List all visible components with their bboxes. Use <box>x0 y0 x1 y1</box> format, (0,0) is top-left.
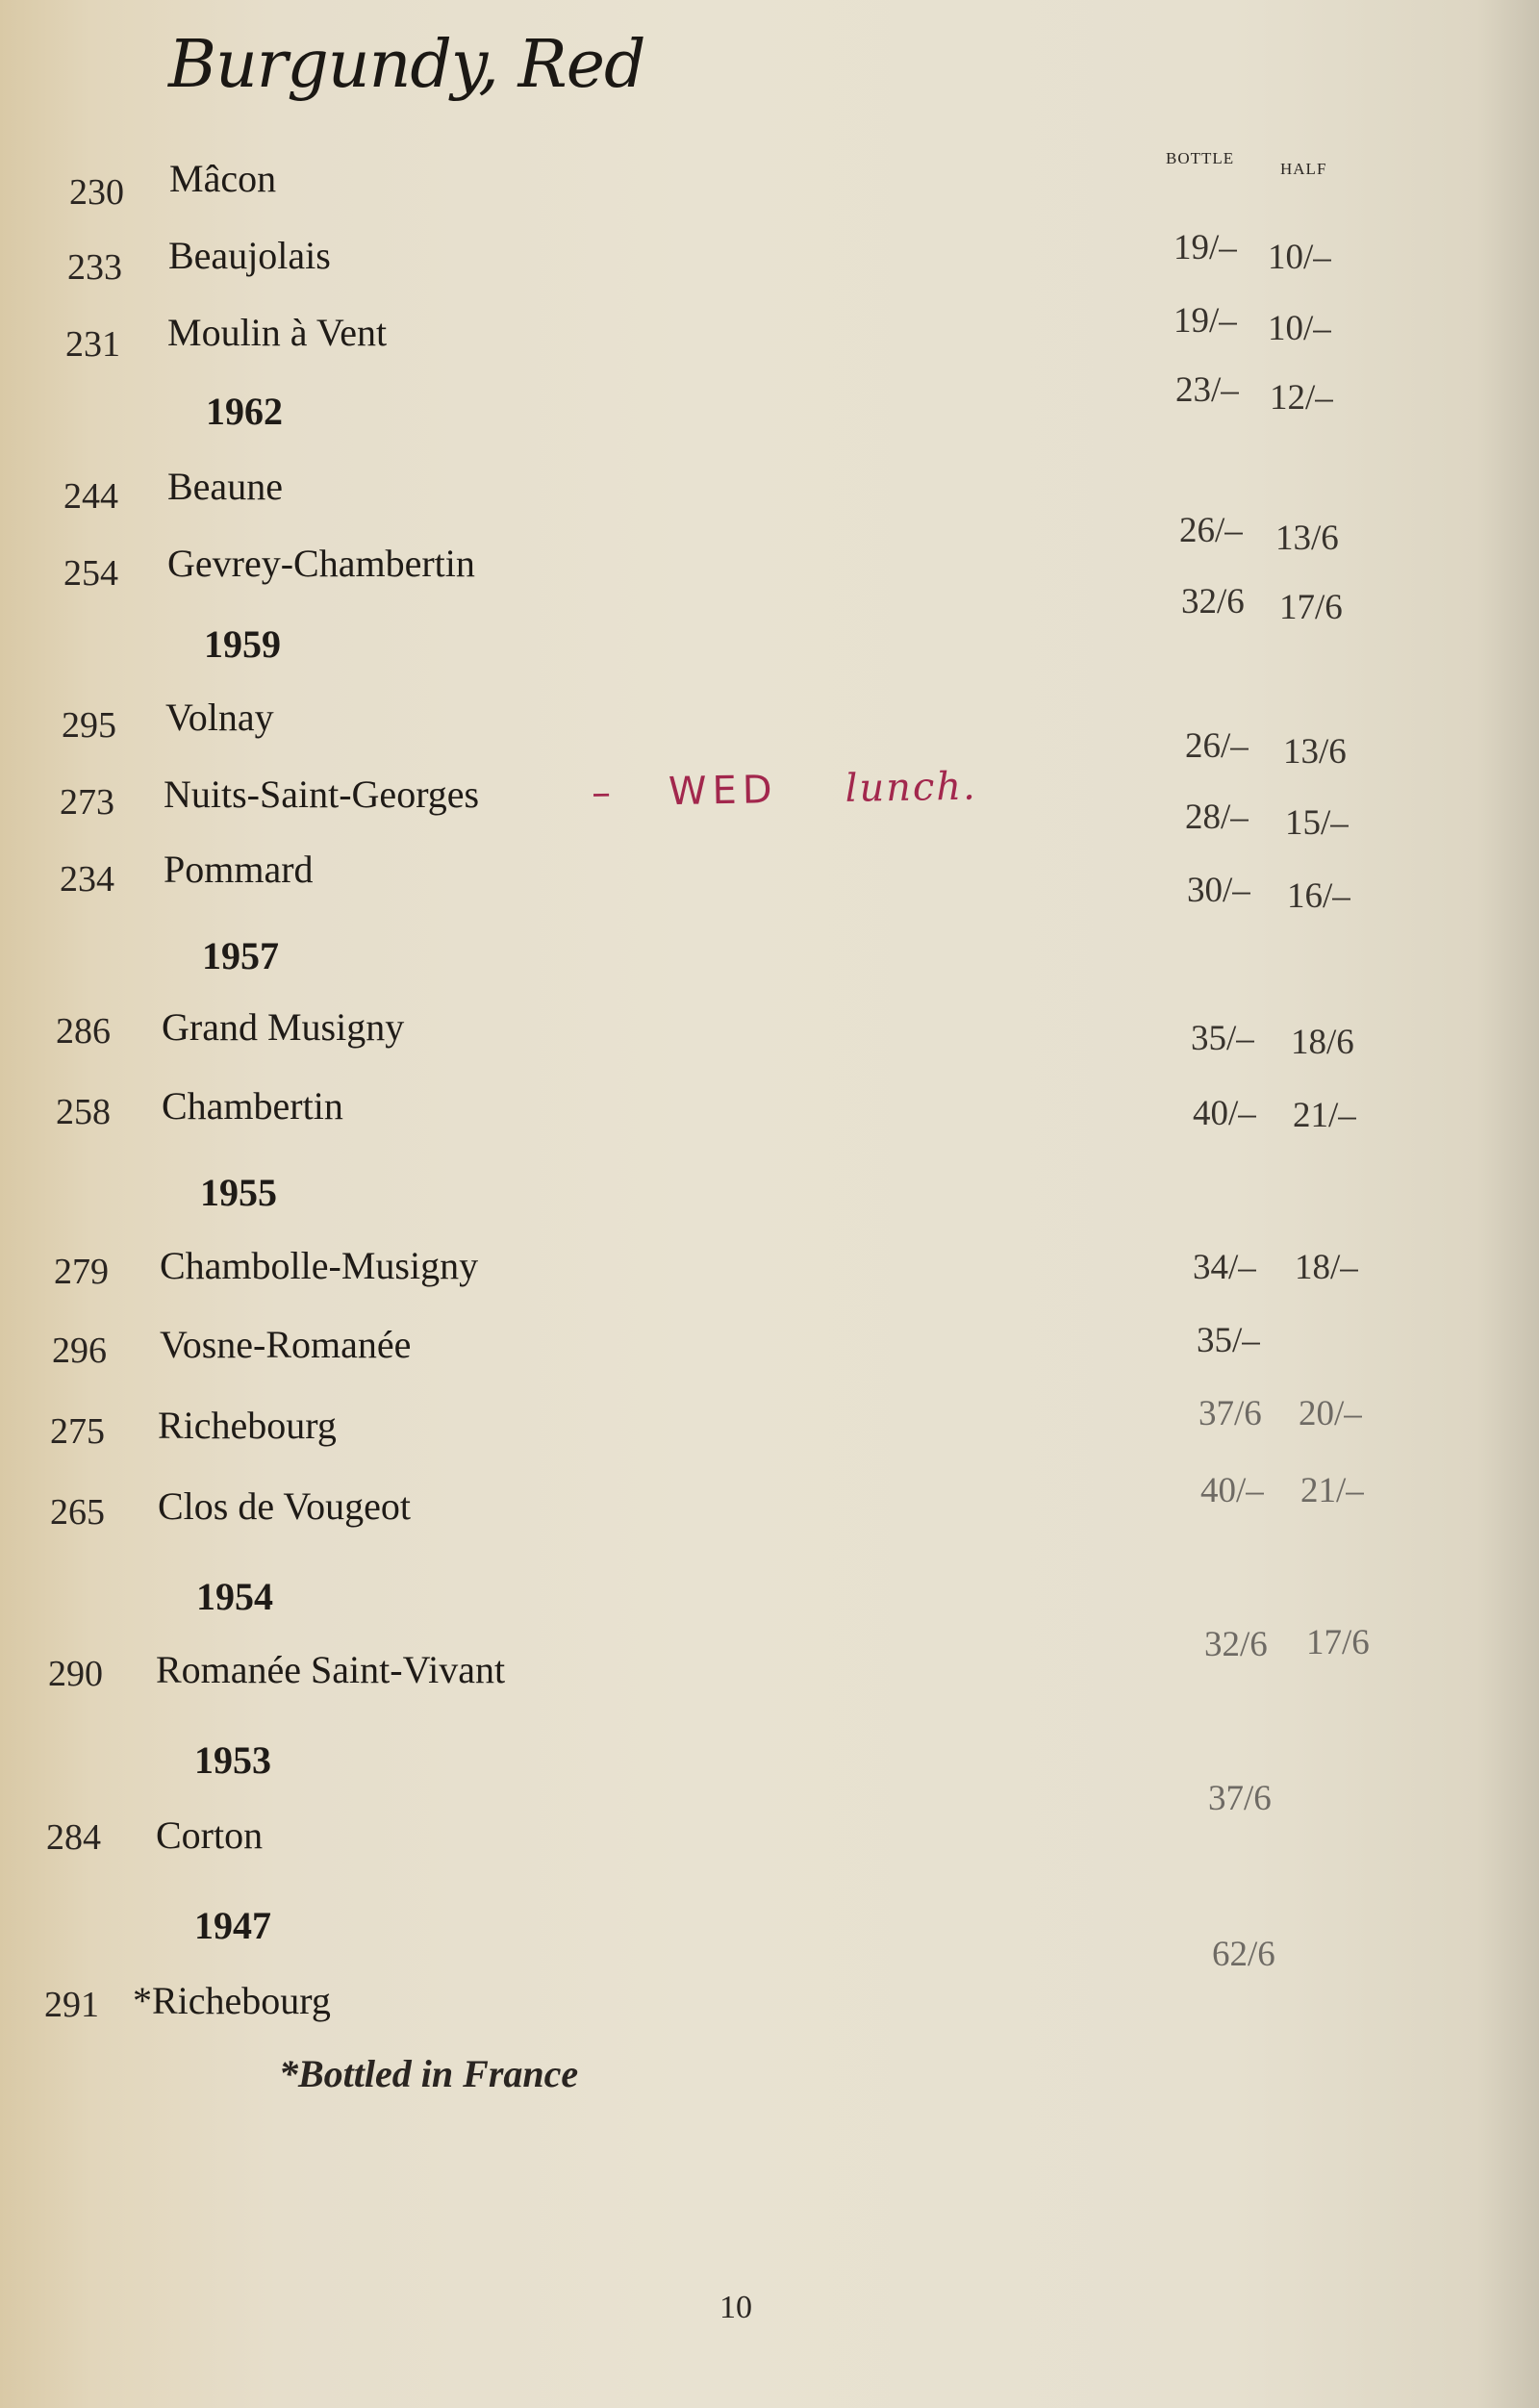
wine-name: Clos de Vougeot <box>158 1484 411 1528</box>
bottle-price: 19/– <box>1173 301 1237 341</box>
vintage-year: 1962 <box>206 390 283 433</box>
vintage-year: 1954 <box>196 1575 273 1618</box>
vintage-year: 1953 <box>194 1738 271 1782</box>
wine-name: Moulin à Vent <box>167 311 388 354</box>
bottle-price: 37/6 <box>1198 1394 1262 1433</box>
wine-name: Nuits-Saint-Georges <box>164 773 480 816</box>
bin-number: 273 <box>60 782 114 823</box>
wine-name: Beaujolais <box>168 234 331 277</box>
half-price: 21/– <box>1293 1096 1356 1135</box>
bin-number: 244 <box>63 476 118 517</box>
wine-name: Pommard <box>164 848 314 891</box>
bottle-price: 37/6 <box>1208 1779 1272 1818</box>
bin-number: 296 <box>52 1331 107 1371</box>
half-price: 10/– <box>1268 309 1331 348</box>
footnote: *Bottled in France <box>279 2052 579 2095</box>
bottle-price: 26/– <box>1185 726 1249 766</box>
bin-number: 275 <box>50 1411 105 1452</box>
wine-name: *Richebourg <box>133 1979 331 2022</box>
wine-name: Chambertin <box>162 1084 343 1128</box>
wine-name: Grand Musigny <box>162 1005 405 1049</box>
bottle-price: 35/– <box>1197 1321 1260 1360</box>
bin-number: 295 <box>62 705 116 746</box>
handwritten-note <box>592 765 978 816</box>
half-price: 18/6 <box>1291 1023 1354 1062</box>
bin-number: 279 <box>54 1252 109 1292</box>
bin-number: 290 <box>48 1654 103 1694</box>
bottle-price: 26/– <box>1179 511 1243 550</box>
half-price: 10/– <box>1268 238 1331 277</box>
bin-number: 254 <box>63 553 118 594</box>
bin-number: 231 <box>65 324 120 365</box>
wine-name: Corton <box>156 1813 264 1857</box>
vintage-year: 1959 <box>204 622 281 666</box>
bin-number: 265 <box>50 1492 105 1533</box>
wine-name: Mâcon <box>169 157 277 200</box>
half-price: 13/6 <box>1275 519 1339 558</box>
bottle-price: 32/6 <box>1181 582 1245 621</box>
note-dash: – <box>591 771 612 816</box>
half-price: 21/– <box>1300 1471 1364 1510</box>
bottle-price: 40/– <box>1193 1094 1256 1133</box>
bin-number: 234 <box>60 859 114 900</box>
bin-number: 284 <box>46 1817 101 1858</box>
wine-name: Romanée Saint-Vivant <box>156 1648 506 1691</box>
note-script: lunch. <box>845 764 978 811</box>
wine-name: Chambolle-Musigny <box>160 1244 479 1287</box>
half-price: 20/– <box>1299 1394 1362 1433</box>
note-word: WED <box>668 768 779 815</box>
bottle-price: 23/– <box>1175 370 1239 410</box>
bottle-price: 28/– <box>1185 798 1249 837</box>
half-price: 12/– <box>1270 378 1333 418</box>
bottle-price: 32/6 <box>1204 1625 1268 1664</box>
vintage-year: 1955 <box>200 1171 277 1214</box>
bottle-price: 40/– <box>1200 1471 1264 1510</box>
wine-name: Beaune <box>167 465 283 508</box>
bottle-price: 35/– <box>1191 1019 1254 1058</box>
vintage-year: 1947 <box>194 1904 271 1947</box>
half-price: 17/6 <box>1279 588 1343 627</box>
bottle-price: 30/– <box>1187 871 1250 910</box>
half-price: 16/– <box>1287 876 1350 916</box>
wine-name: Richebourg <box>158 1404 337 1447</box>
bin-number: 291 <box>44 1985 99 2025</box>
bottle-price: 34/– <box>1193 1248 1256 1287</box>
bottle-price: 62/6 <box>1212 1935 1275 1974</box>
bin-number: 230 <box>69 172 124 213</box>
page-title: Burgundy, Red <box>168 27 645 103</box>
column-header-bottle: BOTTLE <box>1166 149 1235 167</box>
bin-number: 258 <box>56 1092 111 1132</box>
half-price: 17/6 <box>1306 1623 1370 1662</box>
wine-name: Gevrey-Chambertin <box>167 542 475 585</box>
half-price: 13/6 <box>1283 732 1347 772</box>
half-price: 15/– <box>1285 803 1349 843</box>
bin-number: 233 <box>67 247 122 288</box>
bin-number: 286 <box>56 1011 111 1052</box>
wine-name: Volnay <box>165 696 274 739</box>
column-header-half: HALF <box>1280 160 1327 178</box>
page-number: 10 <box>719 2290 752 2325</box>
bottle-price: 19/– <box>1173 228 1237 267</box>
vintage-year: 1957 <box>202 934 279 977</box>
half-price: 18/– <box>1295 1248 1358 1287</box>
wine-name: Vosne-Romanée <box>160 1323 412 1366</box>
